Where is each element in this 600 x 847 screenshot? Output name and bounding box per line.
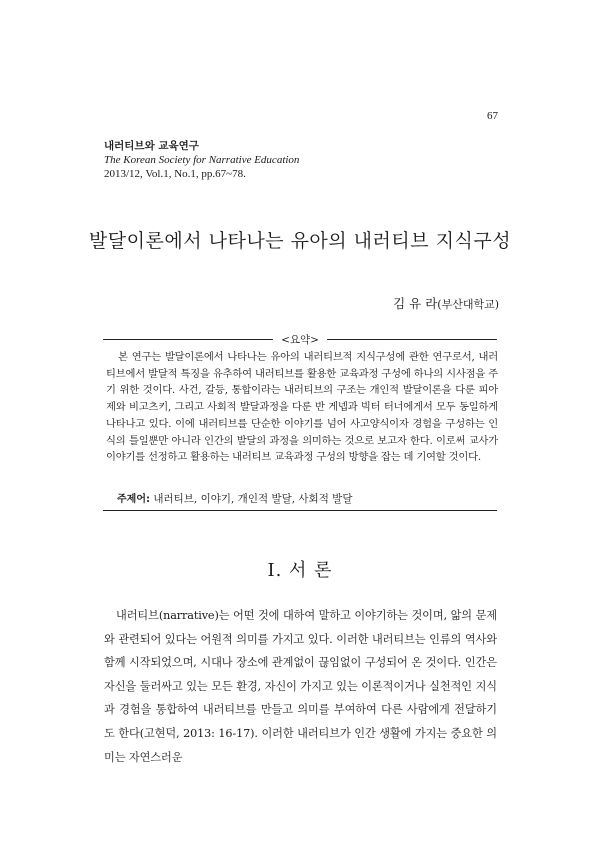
- page-number: 67: [487, 110, 498, 122]
- body-paragraph: 내러티브(narrative)는 어떤 것에 대하여 말하고 이야기하는 것이며, 앎의 문제와 관련되어 있다는 어원적 의미를 가지고 있다. 이러한 내러티브는 인류의 역사와 함께 시작되었으며, 시대나 장소에 관계없이 끊임없이 구성되어 온 것이다. 인간은 자신을 둘러싸고 있는 모든 환경, 자신이 가지고 있는 이론적이거나 실천적인 지식과 경험을 통합하여 내러티브를 만들고 의미를 부여하여 다른 사람에게 전달하기도 한다(고현덕, 2013: 16-17). 이러한 내러티브가 인간 생활에 가지는 중요한 의미는 자연스러운: [104, 609, 497, 764]
- journal-name-korean: 내러티브와 교육연구: [104, 140, 199, 152]
- paper-title: 발달이론에서 나타나는 유아의 내러티브 지식구성: [88, 230, 512, 252]
- author-affiliation: (부산대학교): [437, 298, 499, 311]
- section-title: Ⅰ. 서 론: [267, 560, 333, 581]
- journal-issue-info: 2013/12, Vol.1, No.1, pp.67~78.: [104, 168, 246, 180]
- journal-name-english: The Korean Society for Narrative Education: [104, 154, 300, 166]
- abstract-body: [106, 349, 498, 466]
- author-name: 김 유 라: [393, 296, 438, 311]
- journal-header: [104, 139, 299, 181]
- keywords-label: 주제어:: [117, 494, 150, 505]
- abstract-header: [103, 331, 497, 347]
- abstract-text: 본 연구는 발달이론에서 나타나는 유아의 내러티브적 지식구성에 관한 연구로서, 내러티브에서 발달적 특징을 유추하여 내러티브를 활용한 교육과정 구성에 하나의 시사점을 주기 위한 것이다. 사건, 갈등, 통합이라는 내러티브의 구조는 개인적 발달이론을 다룬 피아제와 비고츠키, 그리고 사회적 발달과정을 다룬 반 게넵과 빅터 터너에게서 모두 동일하게 나타나고 있다. 이에 내러티브를 단순한 이야기를 넘어 사고양식이자 경험을 구성하는 인식의 틀일뿐만 아니라 인간의 발달의 과정을 의미하는 것으로 보고자 한다. 이로써 교사가 이야기를 선정하고 활용하는 내러티브 교육과정 구성의 방향을 잡는 데 기여할 것이다.: [106, 351, 498, 464]
- abstract-rule-right: [327, 339, 497, 340]
- section-body: [104, 604, 497, 769]
- abstract-label: <요약>: [281, 333, 319, 346]
- abstract-rule-left: [103, 339, 273, 340]
- keywords-text: 내러티브, 이야기, 개인적 발달, 사회적 발달: [153, 493, 353, 505]
- abstract-bottom-rule: [103, 510, 497, 511]
- author-line: [393, 294, 499, 312]
- keywords: [117, 490, 352, 506]
